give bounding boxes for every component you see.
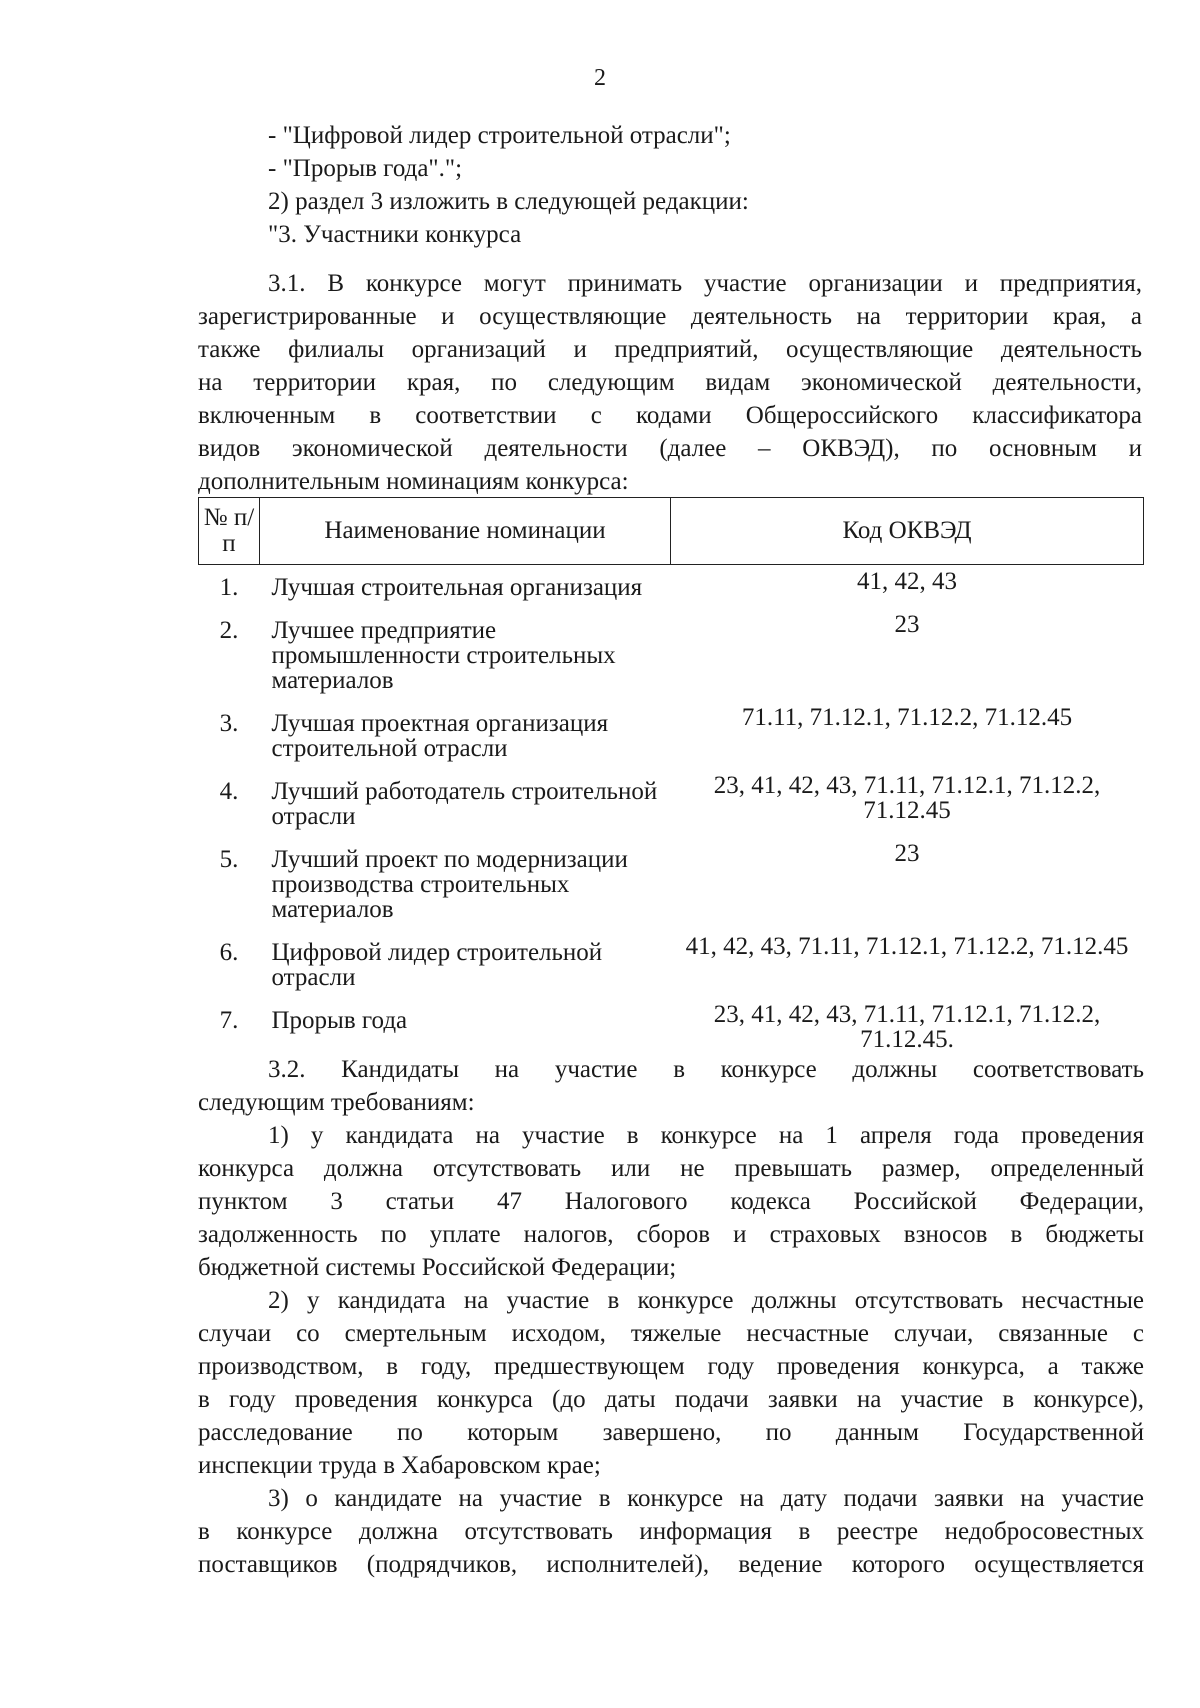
requirements-section bbox=[198, 1054, 1144, 1582]
table-row bbox=[199, 998, 1144, 1052]
nomination-name: Лучший работодатель строительной отрасли bbox=[271, 778, 658, 830]
text-line: 3) о кандидате на участие в конкурсе на дату подачи заявки на участие bbox=[268, 1485, 1144, 1512]
nomination-name: Лучшая проектная организация строительной отрасли bbox=[271, 710, 609, 762]
row-number: 6. bbox=[219, 939, 239, 966]
text-line: - "Цифровой лидер строительной отрасли"; bbox=[268, 122, 731, 149]
text-line: в году проведения конкурса (до даты подачи заявки на участие в конкурсе), bbox=[198, 1386, 1144, 1413]
row-number: 5. bbox=[219, 846, 239, 873]
row-number: 7. bbox=[219, 1007, 239, 1034]
text-line: 2) раздел 3 изложить в следующей редакции: bbox=[268, 188, 749, 215]
okved-code: 23 bbox=[894, 611, 920, 638]
text-line: в конкурсе должна отсутствовать информация в реестре недобросовестных bbox=[198, 1518, 1144, 1545]
row-number: 1. bbox=[219, 574, 239, 601]
text-line: зарегистрированные и осуществляющие деятельность на территории края, а bbox=[198, 303, 1142, 330]
text-line: задолженность по уплате налогов, сборов и страховых взносов в бюджеты bbox=[198, 1221, 1144, 1248]
text-line: случаи со смертельным исходом, тяжелые несчастные случаи, связанные с bbox=[198, 1320, 1144, 1347]
table-row bbox=[199, 930, 1144, 998]
text-line: 3.2. Кандидаты на участие в конкурсе должны соответствовать bbox=[268, 1056, 1144, 1083]
table-row bbox=[199, 608, 1144, 701]
text-line: 2) у кандидата на участие в конкурсе должны отсутствовать несчастные bbox=[268, 1287, 1144, 1314]
section-heading: "3. Участники конкурса bbox=[268, 221, 522, 248]
text-line: дополнительным номинациям конкурса: bbox=[198, 468, 629, 495]
table-row bbox=[199, 701, 1144, 769]
text-line: 3.1. В конкурсе могут принимать участие организации и предприятия, bbox=[268, 270, 1142, 297]
nomination-name: Цифровой лидер строительной отрасли bbox=[271, 939, 603, 991]
row-number: 3. bbox=[219, 710, 239, 737]
text-line: видов экономической деятельности (далее – ОКВЭД), по основным и bbox=[198, 435, 1142, 462]
table-row bbox=[199, 837, 1144, 930]
okved-code: 23, 41, 42, 43, 71.11, 71.12.1, 71.12.2, 71.12.45. bbox=[713, 1001, 1101, 1053]
okved-code: 71.11, 71.12.1, 71.12.2, 71.12.45 bbox=[741, 704, 1073, 731]
text-line: на территории края, по следующим видам экономической деятельности, bbox=[198, 369, 1142, 396]
text-line: конкурса должна отсутствовать или не превышать размер, определенный bbox=[198, 1155, 1144, 1182]
nomination-name: Лучшее предприятие промышленности строительных материалов bbox=[271, 617, 616, 694]
text-line: также филиалы организаций и предприятий, осуществляющие деятельность bbox=[198, 336, 1142, 363]
nomination-name: Лучший проект по модернизации производства строительных материалов bbox=[271, 846, 628, 923]
table-row bbox=[199, 565, 1144, 609]
top-lines bbox=[198, 120, 1142, 252]
text-line: расследование по которым завершено, по данным Государственной bbox=[198, 1419, 1144, 1446]
text-line: производством, в году, предшествующем году проведения конкурса, а также bbox=[198, 1353, 1144, 1380]
okved-code: 41, 42, 43, 71.11, 71.12.1, 71.12.2, 71.12.45 bbox=[685, 933, 1129, 960]
text-line: включенным в соответствии с кодами Общероссийского классификатора bbox=[198, 402, 1142, 429]
header-code: Код ОКВЭД bbox=[671, 498, 1144, 565]
header-num: № п/п bbox=[199, 498, 260, 565]
text-line: бюджетной системы Российской Федерации; bbox=[198, 1254, 677, 1281]
nominations-table bbox=[198, 497, 1144, 1052]
header-name: Наименование номинации bbox=[260, 498, 671, 565]
okved-code: 23, 41, 42, 43, 71.11, 71.12.1, 71.12.2, 71.12.45 bbox=[713, 772, 1101, 824]
intro-paragraph bbox=[198, 268, 1142, 499]
table-row bbox=[199, 769, 1144, 837]
nomination-name: Прорыв года bbox=[271, 1007, 408, 1034]
text-line: поставщиков (подрядчиков, исполнителей), ведение которого осуществляется bbox=[198, 1551, 1144, 1578]
page-number: 2 bbox=[594, 65, 606, 91]
okved-code: 23 bbox=[894, 840, 920, 867]
text-line: 1) у кандидата на участие в конкурсе на 1 апреля года проведения bbox=[268, 1122, 1144, 1149]
table-header-row bbox=[199, 498, 1144, 565]
text-line: инспекции труда в Хабаровском крае; bbox=[198, 1452, 601, 1479]
text-line: следующим требованиям: bbox=[198, 1089, 475, 1116]
nomination-name: Лучшая строительная организация bbox=[271, 574, 643, 601]
okved-code: 41, 42, 43 bbox=[857, 568, 957, 595]
row-number: 4. bbox=[219, 778, 239, 805]
row-number: 2. bbox=[219, 617, 239, 644]
text-line: пунктом 3 статьи 47 Налогового кодекса Российской Федерации, bbox=[198, 1188, 1144, 1215]
text-line: - "Прорыв года"."; bbox=[268, 155, 463, 182]
